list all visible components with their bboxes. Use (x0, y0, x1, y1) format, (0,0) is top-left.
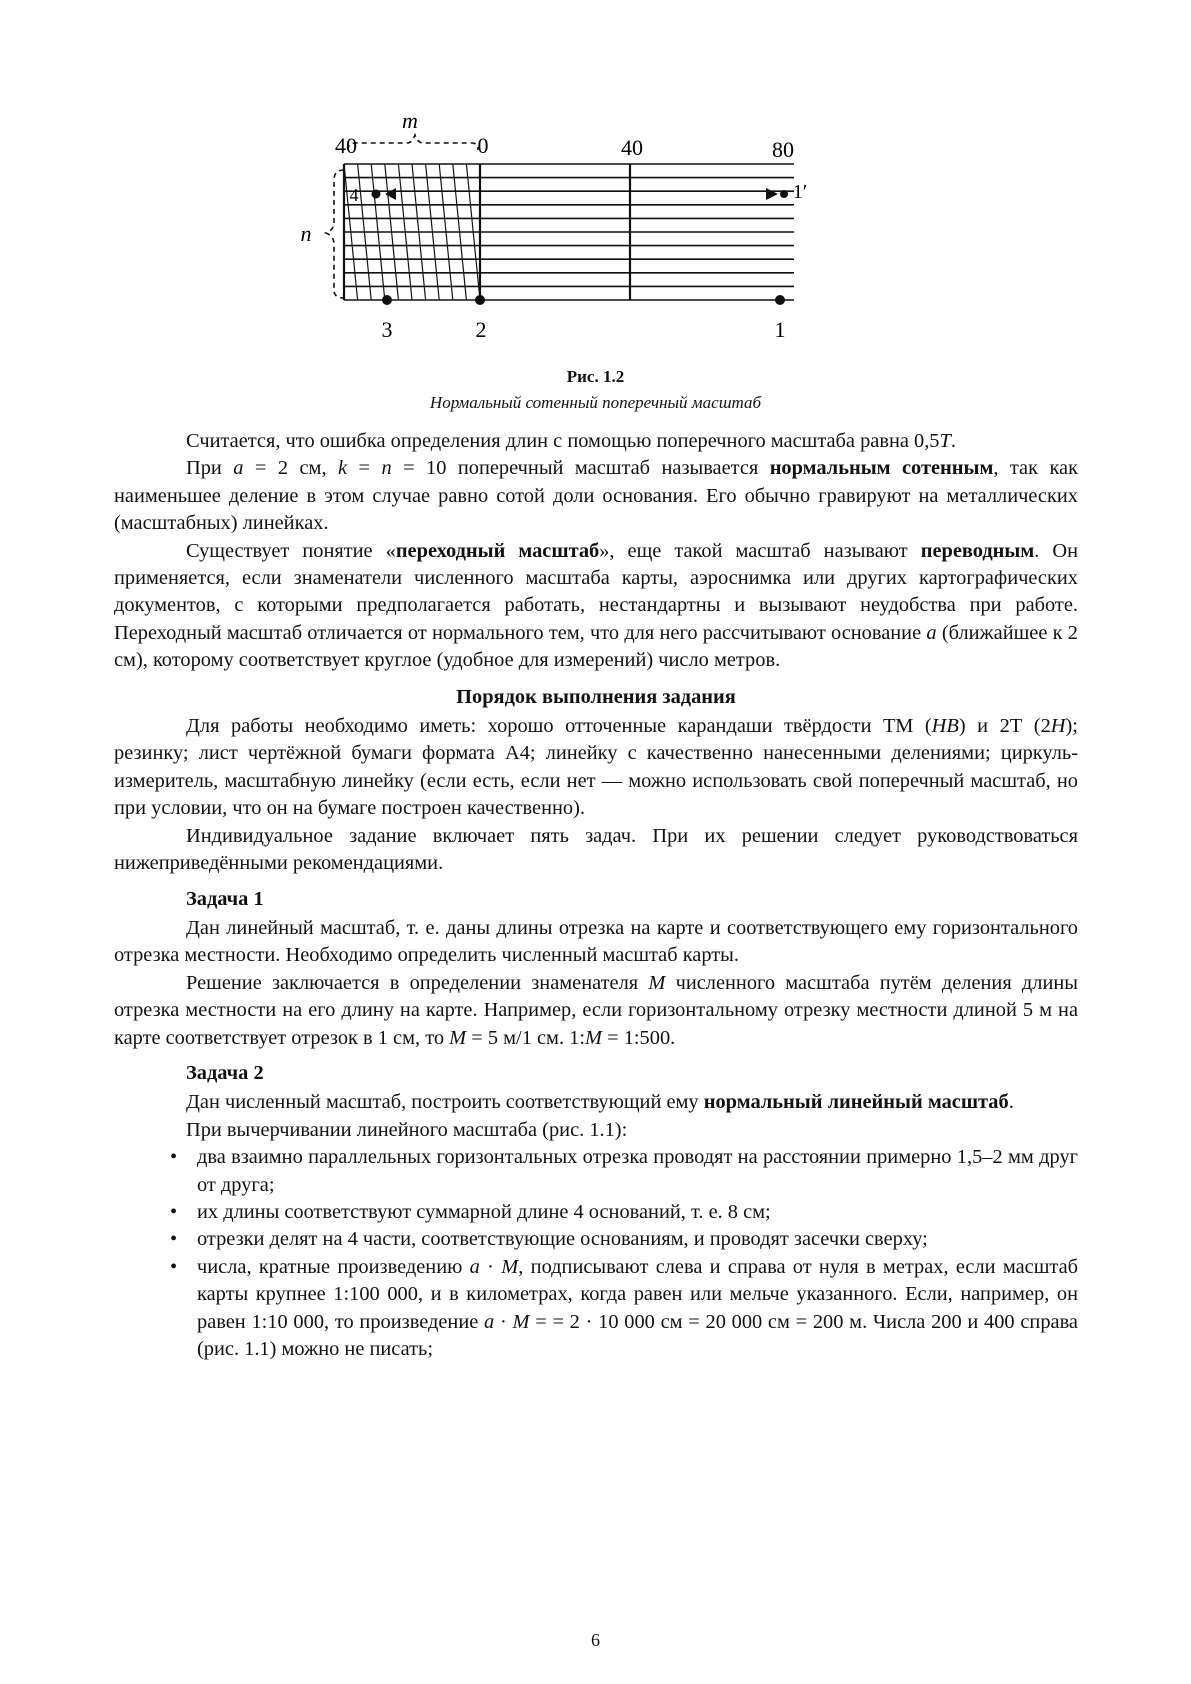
text-run: (ближайшее к 2 см), которому соответствует круглое (удобное для измерений) число метров. (114, 621, 1078, 672)
task-2-title: Задача 2 (186, 1061, 264, 1084)
var-a: a (484, 1310, 495, 1333)
point-1prime-label: 1′ (792, 181, 808, 203)
point-3-dot (382, 295, 392, 305)
text-run: », еще такой масштаб называют (599, 539, 921, 562)
var-M: M (585, 1026, 602, 1049)
paragraph-task1-statement: Дан линейный масштаб, т. е. даны длины отрезка на карте и соответствующего ему горизонтального отрезка местности. Необходимо определить численный масштаб карты. (114, 916, 1078, 967)
figure-caption: Нормальный сотенный поперечный масштаб (429, 393, 762, 412)
horizontal-lines (344, 164, 794, 300)
list-item (114, 1254, 1078, 1364)
text-run: Для работы необходимо иметь: хорошо отточенные карандаши твёрдости ТМ ( (186, 715, 932, 738)
text-run: · (494, 1310, 513, 1333)
var-M: M (648, 971, 666, 994)
section-title: Порядок выполнения задания (456, 685, 736, 708)
text-run: = 1:500. (602, 1026, 676, 1049)
bold-term: переводным (920, 539, 1035, 562)
point-1-dot (775, 295, 785, 305)
m-label: m (402, 108, 418, 133)
m-brace (348, 135, 478, 150)
text-run: При (186, 457, 234, 480)
top-label-40-left: 40 (335, 133, 357, 158)
bold-term: переходный масштаб (395, 539, 600, 562)
task-1-title: Задача 1 (186, 887, 264, 910)
var-a: a (233, 457, 244, 480)
var-n: n (381, 457, 392, 480)
paragraph-transitional-scale (114, 538, 1078, 675)
n-label: n (300, 221, 312, 246)
var-M: M (449, 1026, 467, 1049)
text-run: ); резинку; лист чертёжной бумаги формата А4; линейку с качественно нанесенными делениями; циркуль-измеритель, масштабную линейку (если есть, если нет — можно использовать свой поперечный масштаб, но при условии, что он на бумаге построен качественно). (114, 715, 1078, 820)
list-item: • их длины соответствуют суммарной длине 4 оснований, т. е. 8 см; (114, 1199, 1078, 1226)
left-arrow (385, 188, 396, 200)
paragraph-drawing-intro: При вычерчивании линейного масштаба (рис. 1.1): (186, 1118, 628, 1141)
paragraph-error (114, 428, 1078, 455)
figure-label: Рис. 1.2 (566, 367, 625, 386)
transverse-scale-diagram (300, 100, 900, 410)
list-item: • два взаимно параллельных горизонтальных отрезка проводят на расстоянии примерно 1,5–2 мм друг от друга; (114, 1144, 1078, 1199)
drawing-steps-list (114, 1144, 1078, 1363)
text-run: = 10 поперечный масштаб называется (391, 457, 770, 480)
var-a: a (926, 621, 937, 644)
top-label-80: 80 (772, 137, 794, 162)
n-brace (326, 170, 344, 298)
right-arrow (766, 188, 778, 200)
page-body (114, 428, 1078, 1363)
bottom-label-1: 1 (774, 317, 786, 342)
point-2-dot (475, 295, 485, 305)
text-run: Решение заключается в определении знаменателя (186, 971, 649, 994)
top-label-0: 0 (477, 133, 489, 158)
bottom-label-2: 2 (475, 317, 487, 342)
list-item: • отрезки делят на 4 части, соответствующие основаниям, и проводят засечки сверху; (114, 1226, 1078, 1253)
text-run: . (950, 430, 956, 452)
text-run: Дан численный масштаб, построить соответствующий ему (186, 1091, 704, 1114)
var-H: H (1050, 715, 1066, 738)
paragraph-task2-statement (114, 1089, 1078, 1116)
top-label-40-right: 40 (621, 135, 643, 160)
text-run: ) и 2Т (2 (958, 715, 1051, 738)
text-run: численного масштаба путём деления длины отрезка местности на его длину на карте. Например, если горизонтальному отрезку местности длиной 5 м на карте соответствует отрезок в 1 см, то (114, 971, 1078, 1049)
text-run: = = 2 · 10 000 см = 20 000 см = 200 м. Числа 200 и 400 справа (рис. 1.1) можно не писать; (197, 1310, 1078, 1360)
paragraph-task1-solution (114, 970, 1078, 1052)
text-run: Считается, что ошибка определения длин с помощью поперечного масштаба равна 0,5 (186, 430, 940, 452)
text-run: Существует понятие « (186, 539, 396, 562)
page-number: 6 (591, 1630, 600, 1650)
point-4-label: 4 (349, 185, 359, 205)
point-1prime-dot (780, 190, 788, 198)
transverse-scale-figure (300, 100, 900, 410)
text-run: . Он применяется, если знаменатели численного масштаба карты, аэроснимка или других картографических документов, с которыми предполагается работать, нестандартны и вызывают неудобства при работе. Переходный масштаб отличается от нормального тем, что для него рассчитывают основание (114, 539, 1078, 644)
text-run: = (347, 457, 382, 480)
var-a: a (469, 1255, 480, 1278)
var-M: M (512, 1310, 530, 1333)
text-run: = 5 м/1 см. 1: (466, 1026, 585, 1049)
point-4-dot (372, 190, 381, 199)
text-run: числа, кратные произведению (197, 1255, 470, 1278)
text-run: = 2 см, (243, 457, 338, 480)
paragraph-individual-task: Индивидуальное задание включает пять задач. При их решении следует руководствоваться нижеприведёнными рекомендациями. (114, 824, 1078, 875)
var-HB: HB (931, 715, 959, 738)
text-run: · (479, 1255, 502, 1278)
var-M: M (501, 1255, 519, 1278)
paragraph-materials (114, 713, 1078, 823)
bottom-label-3: 3 (381, 317, 393, 342)
text-run: , подписывают слева и справа от нуля в метрах, если масштаб карты крупнее 1:100 000, и в километрах, когда равен или мельче указанного. Если, например, он равен 1:10 000, то произведение (197, 1255, 1078, 1333)
var-T: T (939, 430, 951, 452)
text-run: . (1008, 1091, 1014, 1114)
bold-term: нормальным сотенным (769, 457, 994, 480)
text-run: , так как наименьшее деление в этом случае равно сотой доли основания. Его обычно гравируют на металлических (масштабных) линейках. (114, 457, 1079, 535)
paragraph-normal-centesimal (114, 455, 1078, 537)
var-k: k (338, 457, 348, 480)
bold-term: нормальный линейный масштаб (703, 1091, 1009, 1114)
